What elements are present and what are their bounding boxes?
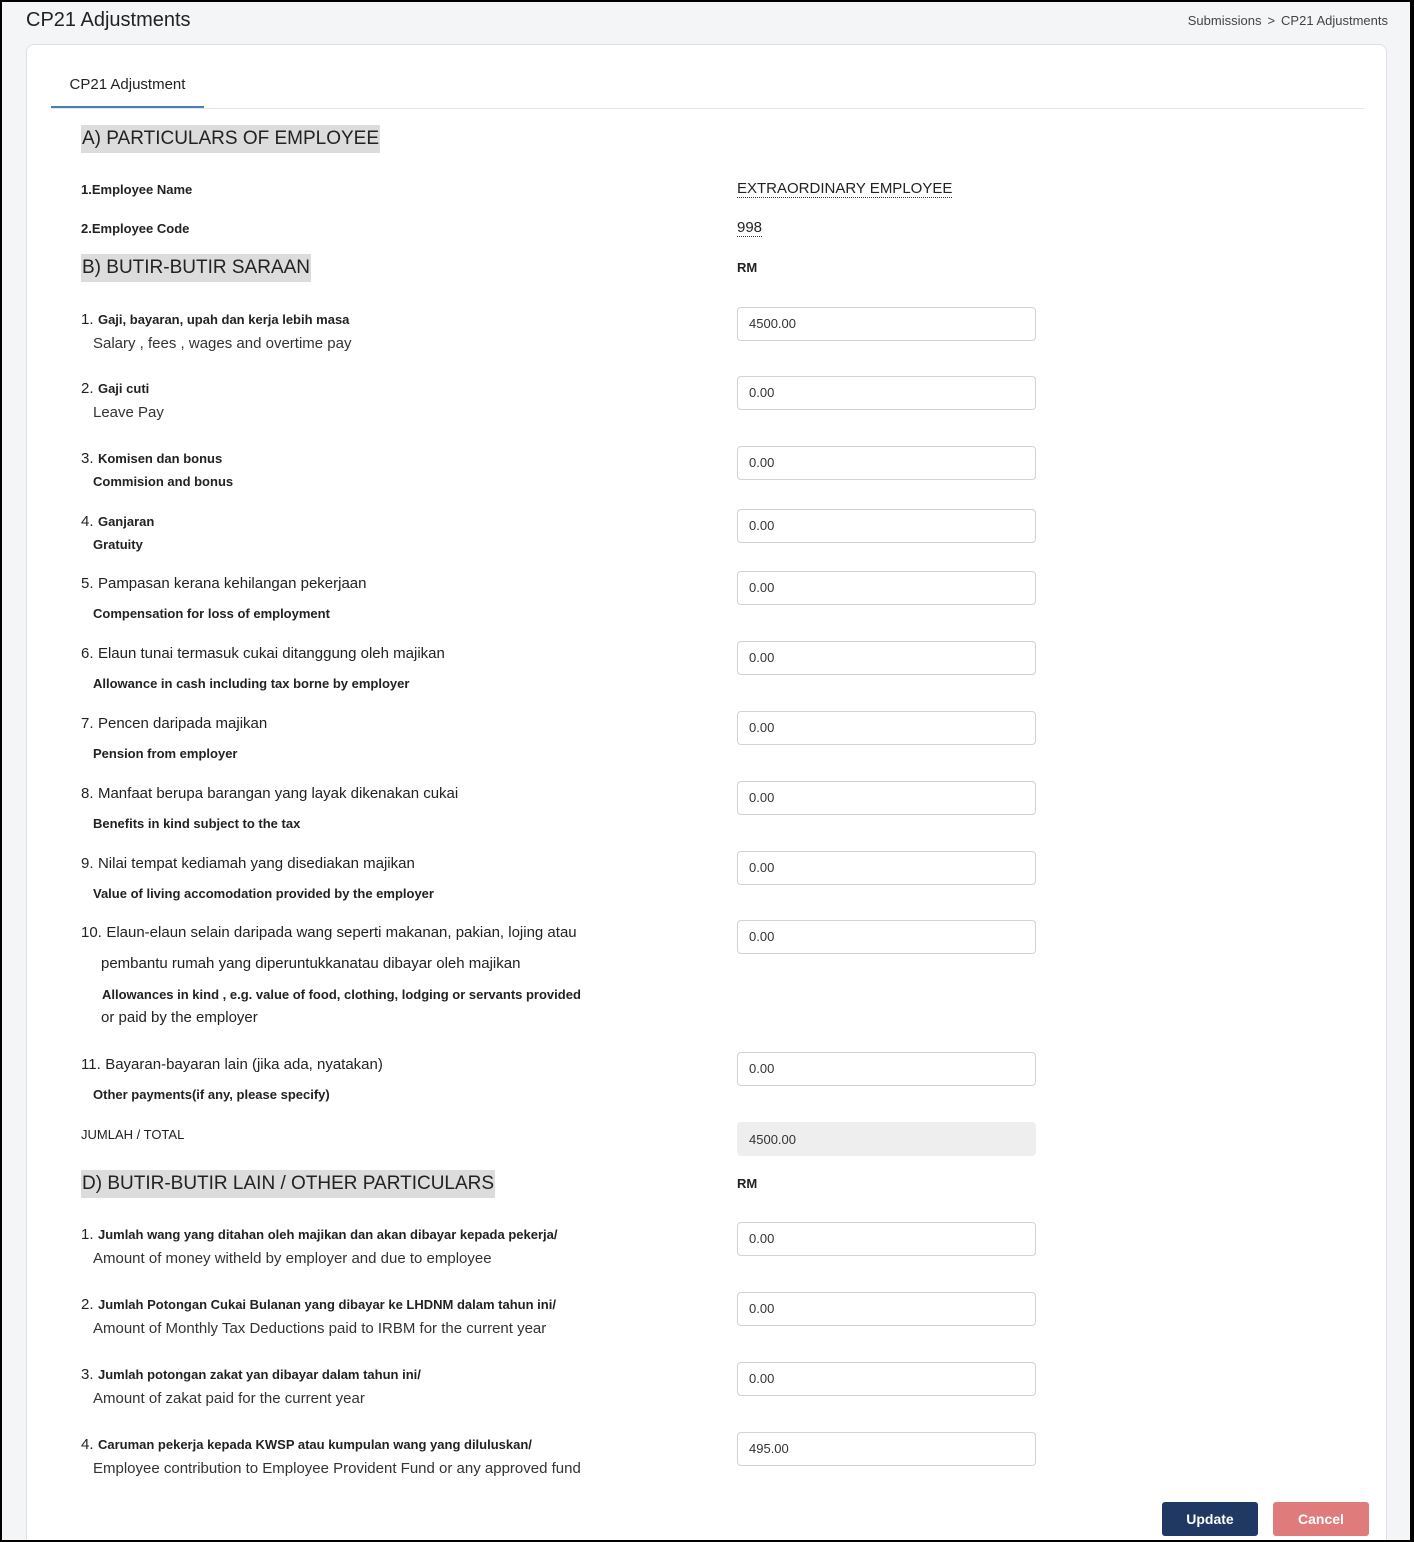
item-text-ms: Jumlah potongan zakat yan dibayar dalam tahun ini/ — [97, 1367, 421, 1382]
item-label-ms — [81, 785, 458, 803]
amount-input[interactable]: 0.00 — [737, 920, 1036, 954]
total-input — [737, 1122, 1036, 1156]
item-label-ms — [81, 311, 349, 329]
item-text-en: Employee contribution to Employee Provident Fund or any approved fund — [93, 1460, 581, 1477]
amount-input[interactable]: 0.00 — [737, 1362, 1036, 1396]
breadcrumb-current: CP21 Adjustments — [1281, 13, 1388, 28]
page — [2, 2, 1410, 1540]
employee-code-label: 2.Employee Code — [81, 221, 190, 236]
update-button[interactable]: Update — [1162, 1502, 1258, 1536]
item-number: 9. — [81, 855, 94, 872]
form-card — [26, 44, 1387, 1540]
item-text-en: Benefits in kind subject to the tax — [93, 816, 301, 831]
cancel-button[interactable]: Cancel — [1273, 1502, 1369, 1536]
item-number: 1. — [81, 1226, 94, 1243]
item-label-ms — [81, 513, 154, 531]
item-number: 10. — [81, 924, 102, 941]
item-label-ms — [81, 575, 367, 593]
item-label-ms — [81, 645, 445, 663]
amount-input[interactable]: 0.00 — [737, 571, 1036, 605]
item-number: 7. — [81, 715, 94, 732]
item-text-ms: Bayaran-bayaran lain (jika ada, nyatakan) — [105, 1056, 383, 1073]
item-text-en: Commision and bonus — [93, 474, 234, 489]
item-number: 3. — [81, 450, 94, 467]
tab-divider — [51, 108, 1364, 109]
item-number: 1. — [81, 311, 94, 328]
item-text-ms: Pampasan kerana kehilangan pekerjaan — [97, 575, 367, 592]
page-title: CP21 Adjustments — [26, 9, 191, 31]
item-number: 2. — [81, 380, 94, 397]
item-number: 4. — [81, 513, 94, 530]
item-text-ms: Ganjaran — [97, 514, 155, 529]
item-number: 2. — [81, 1296, 94, 1313]
item-label-ms — [81, 855, 415, 873]
amount-input[interactable]: 0.00 — [737, 1052, 1036, 1086]
item-text-en: Allowance in cash including tax borne by employer — [93, 676, 410, 691]
item-text-ms-2: pembantu rumah yang diperuntukkanatau dibayar oleh majikan — [101, 955, 521, 972]
item-text-ms: Jumlah wang yang ditahan oleh majikan dan akan dibayar kepada pekerja/ — [97, 1227, 558, 1242]
item-label-ms — [81, 1056, 383, 1074]
item-label-ms — [81, 924, 577, 942]
amount-input[interactable]: 0.00 — [737, 711, 1036, 745]
item-number: 3. — [81, 1366, 94, 1383]
item-label-ms — [81, 450, 222, 468]
item-text-ms: Elaun-elaun selain daripada wang seperti makanan, pakian, lojing atau — [106, 924, 577, 941]
item-text-ms: Nilai tempat kediamah yang disediakan majikan — [97, 855, 415, 872]
amount-input[interactable]: 0.00 — [737, 376, 1036, 410]
amount-input[interactable]: 0.00 — [737, 781, 1036, 815]
amount-input[interactable]: 0.00 — [737, 641, 1036, 675]
item-text-en: Amount of money witheld by employer and due to employee — [93, 1250, 492, 1267]
item-text-en: Gratuity — [93, 537, 143, 552]
item-text-ms: Gaji cuti — [97, 381, 150, 396]
amount-input[interactable]: 0.00 — [737, 446, 1036, 480]
item-text-en: Value of living accomodation provided by the employer — [93, 886, 434, 901]
item-text-ms: Pencen daripada majikan — [97, 715, 268, 732]
amount-input[interactable]: 495.00 — [737, 1432, 1036, 1466]
item-text-ms: Elaun tunai termasuk cukai ditanggung oleh majikan — [97, 645, 445, 662]
item-label-ms — [81, 1436, 532, 1454]
breadcrumb — [1188, 13, 1388, 28]
section-a-title: A) PARTICULARS OF EMPLOYEE — [81, 125, 380, 153]
amount-input[interactable]: 0.00 — [737, 1292, 1036, 1326]
item-text-ms: Caruman pekerja kepada KWSP atau kumpulan wang yang diluluskan/ — [97, 1437, 532, 1452]
employee-name-label: 1.Employee Name — [81, 182, 193, 197]
currency-label-d: RM — [737, 1176, 758, 1191]
item-text-en: Allowances in kind , e.g. value of food, clothing, lodging or servants provided — [102, 987, 581, 1002]
amount-input[interactable]: 4500.00 — [737, 307, 1036, 341]
item-label-ms — [81, 1366, 421, 1384]
item-number: 4. — [81, 1436, 94, 1453]
item-text-ms: Gaji, bayaran, upah dan kerja lebih masa — [97, 312, 350, 327]
item-text-en: Compensation for loss of employment — [93, 606, 330, 621]
item-number: 8. — [81, 785, 94, 802]
amount-input[interactable]: 0.00 — [737, 509, 1036, 543]
item-text-ms: Manfaat berupa barangan yang layak dikenakan cukai — [97, 785, 459, 802]
amount-input[interactable]: 0.00 — [737, 851, 1036, 885]
item-text-ms: Komisen dan bonus — [97, 451, 223, 466]
employee-name-value[interactable]: EXTRAORDINARY EMPLOYEE — [737, 180, 953, 197]
employee-code-value[interactable]: 998 — [737, 219, 763, 236]
item-label-ms — [81, 1296, 556, 1314]
item-text-en: Salary , fees , wages and overtime pay — [93, 335, 352, 352]
item-text-en: Other payments(if any, please specify) — [93, 1087, 330, 1102]
item-label-ms — [81, 1226, 557, 1244]
item-text-ms: Jumlah Potongan Cukai Bulanan yang dibayar ke LHDNM dalam tahun ini/ — [97, 1297, 556, 1312]
breadcrumb-submissions[interactable]: Submissions — [1187, 13, 1262, 28]
item-label-ms — [81, 380, 149, 398]
currency-label: RM — [737, 260, 758, 275]
item-text-en: Pension from employer — [93, 746, 238, 761]
tab-cp21-adjustment[interactable]: CP21 Adjustment — [51, 65, 204, 109]
amount-input[interactable]: 0.00 — [737, 1222, 1036, 1256]
item-text-en-2: or paid by the employer — [101, 1009, 258, 1026]
item-text-en: Leave Pay — [93, 404, 164, 421]
item-number: 5. — [81, 575, 94, 592]
item-label-ms — [81, 715, 267, 733]
item-number: 6. — [81, 645, 94, 662]
section-d-title: D) BUTIR-BUTIR LAIN / OTHER PARTICULARS — [81, 1170, 495, 1198]
breadcrumb-separator: > — [1267, 13, 1276, 28]
item-text-en: Amount of zakat paid for the current year — [93, 1390, 365, 1407]
item-number: 11. — [81, 1056, 101, 1073]
total-label: JUMLAH / TOTAL — [81, 1127, 185, 1142]
section-b-title: B) BUTIR-BUTIR SARAAN — [81, 254, 311, 282]
item-text-en: Amount of Monthly Tax Deductions paid to IRBM for the current year — [93, 1320, 547, 1337]
